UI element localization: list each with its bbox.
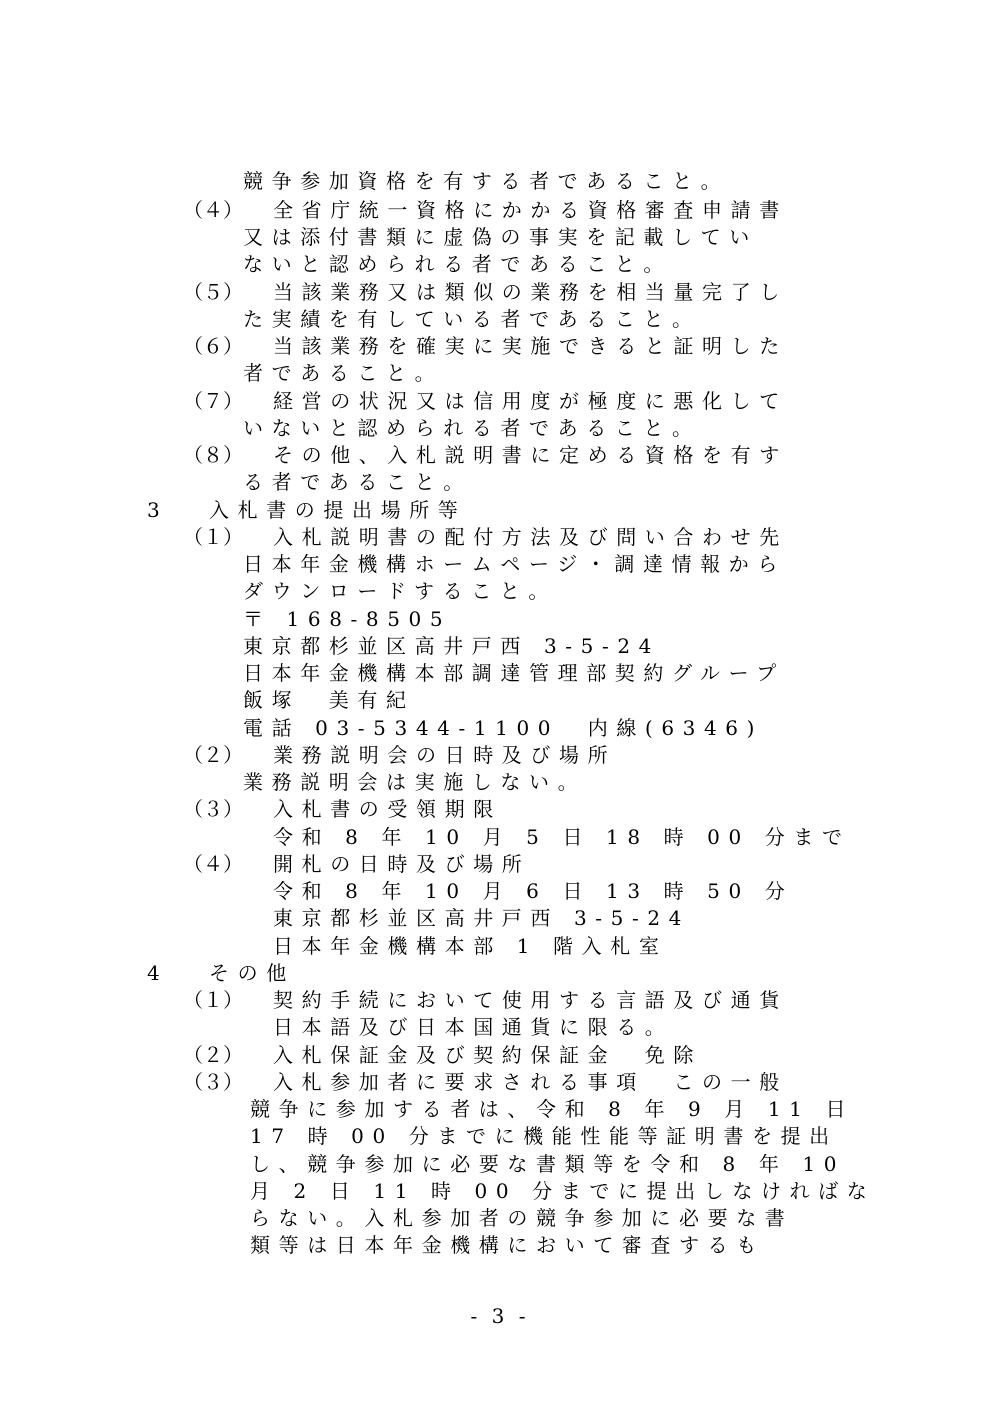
item-number: （５） — [183, 280, 243, 304]
organization: 日本年金機構本部調達管理部契約グループ — [243, 661, 785, 685]
item-number: （３） — [183, 797, 243, 821]
section-heading: その他 — [209, 961, 295, 985]
text-line: 又は添付書類に虚偽の事実を記載してい — [243, 225, 758, 249]
item-number: （４） — [183, 198, 243, 222]
section-number: 4 — [147, 961, 160, 985]
text-line: 日本年金機構ホームページ・調達情報から — [243, 552, 786, 576]
text-line: 業務説明会は実施しない。 — [243, 770, 587, 794]
text-line: その他、入札説明書に定める資格を有す — [273, 443, 788, 467]
contact-name: 飯塚 美有紀 — [243, 688, 415, 712]
text-line: 契約手続において使用する言語及び通貨 — [273, 988, 788, 1012]
postal-code: 〒 168-8505 — [243, 607, 452, 631]
deadline: 令和 8 年 10 月 5 日 18 時 00 分まで — [273, 825, 851, 849]
item-number: （３） — [183, 1070, 243, 1094]
item-number: （４） — [183, 852, 243, 876]
address: 東京都杉並区高井戸西 3-5-24 — [273, 906, 690, 930]
opening-date: 令和 8 年 10 月 6 日 13 時 50 分 — [273, 879, 794, 903]
section-number: 3 — [147, 498, 160, 522]
text-line: た実績を有している者であること。 — [243, 307, 701, 331]
item-number: （７） — [183, 389, 243, 413]
text-line: ないと認められる者であること。 — [243, 252, 672, 276]
item-number: （１） — [183, 988, 243, 1012]
item-number: （６） — [183, 334, 243, 358]
address: 東京都杉並区高井戸西 3-5-24 — [243, 634, 660, 658]
text-line: 競争参加資格を有する者であること。 — [243, 169, 730, 193]
text-line: ダウンロードすること。 — [243, 579, 557, 603]
text-line: 類等は日本年金機構において審査するも — [250, 1233, 765, 1257]
item-number: （１） — [183, 525, 243, 549]
text-line: し、競争参加に必要な書類等を令和 8 年 10 — [250, 1152, 846, 1176]
text-line: 当該業務を確実に実施できると証明した — [273, 334, 788, 358]
text-line: 全省庁統一資格にかかる資格審査申請書 — [273, 198, 788, 222]
item-number: （８） — [183, 443, 243, 467]
location: 日本年金機構本部 1 階入札室 — [273, 934, 668, 958]
text-line: 入札保証金及び契約保証金 免除 — [273, 1043, 702, 1067]
text-line: 者であること。 — [243, 361, 444, 385]
text-line: 入札書の受領期限 — [273, 797, 502, 821]
page-number: - 3 - — [470, 1304, 530, 1328]
item-number: （２） — [183, 743, 243, 767]
text-line: 競争に参加する者は、令和 8 年 9 月 11 日 — [250, 1097, 855, 1121]
text-line: いないと認められる者であること。 — [243, 416, 701, 440]
text-line: 入札参加者に要求される事項 この一般 — [273, 1070, 788, 1094]
text-line: 当該業務又は類似の業務を相当量完了し — [273, 280, 788, 304]
text-line: 日本語及び日本国通貨に限る。 — [273, 1015, 674, 1039]
item-number: （２） — [183, 1043, 243, 1067]
text-line: 経営の状況又は信用度が極度に悪化して — [273, 389, 788, 413]
text-line: 17 時 00 分までに機能性能等証明書を提出 — [250, 1124, 838, 1148]
text-line: 開札の日時及び場所 — [273, 852, 531, 876]
phone: 電話 03-5344-1100 内線(6346) — [243, 716, 764, 740]
text-line: る者であること。 — [243, 470, 472, 494]
text-line: 入札説明書の配付方法及び問い合わせ先 — [273, 525, 788, 549]
text-line: 月 2 日 11 時 00 分までに提出しなければな — [250, 1179, 876, 1203]
section-heading: 入札書の提出場所等 — [209, 498, 467, 522]
text-line: 業務説明会の日時及び場所 — [273, 743, 617, 767]
text-line: らない。入札参加者の競争参加に必要な書 — [250, 1206, 794, 1230]
